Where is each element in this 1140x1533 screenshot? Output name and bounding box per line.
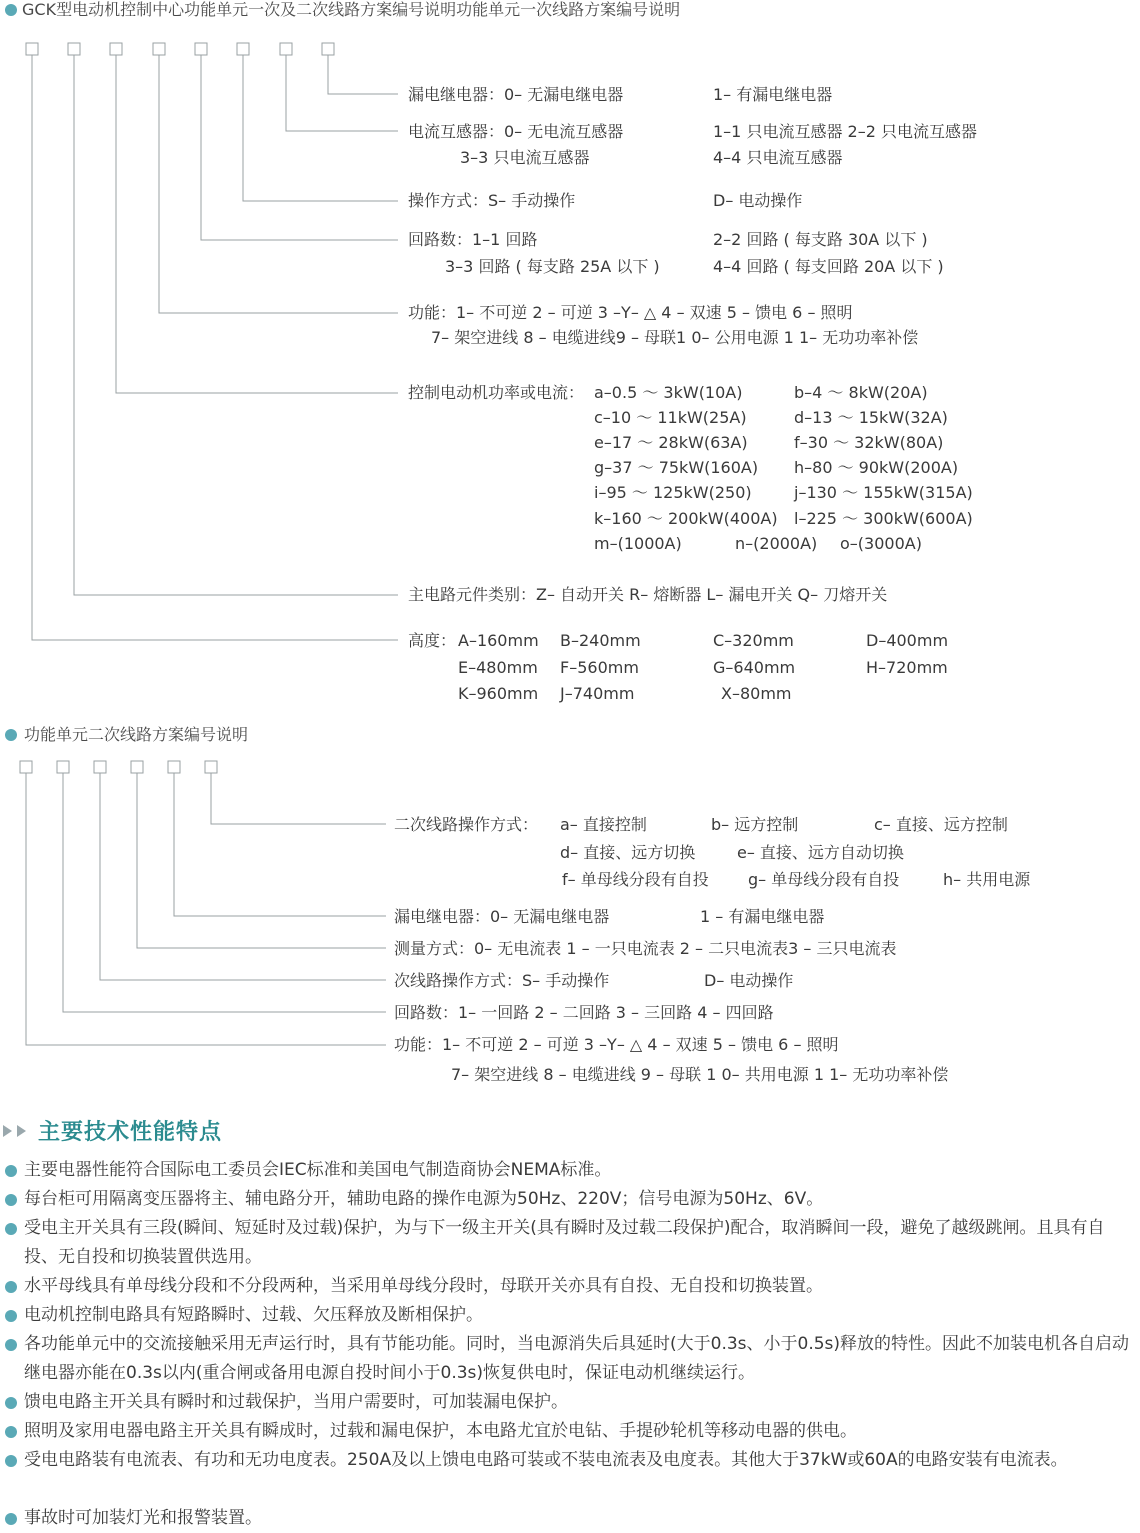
power-item: j–130 ～ 155kW(315A): [794, 483, 973, 502]
list-bullet: [5, 1513, 17, 1525]
main-circuit-line: 主电路元件类别：Z– 自动开关 R– 熔断器 L– 漏电开关 Q– 刀熔开关: [408, 585, 888, 604]
sec2-sub-op-label: 次线路操作方式：S– 手动操作: [394, 971, 610, 990]
power-item: c–10 ～ 11kW(25A): [594, 408, 747, 427]
function-line-2: 7– 架空进线 8 – 电缆进线9 – 母联1 0– 公用电源 1 1– 无功功率补偿: [431, 328, 919, 347]
code-box-3: [110, 43, 122, 55]
power-item: g–37 ～ 75kW(160A): [594, 458, 759, 477]
power-item: e–17 ～ 28kW(63A): [594, 433, 748, 452]
leak-relay-opt: 1– 有漏电继电器: [713, 85, 833, 104]
power-item: f–30 ～ 32kW(80A): [794, 433, 944, 452]
height-item: C–320mm: [713, 631, 794, 650]
height-item: F–560mm: [560, 658, 639, 677]
power-item: m–(1000A): [594, 534, 682, 553]
power-item: o–(3000A): [840, 534, 922, 553]
list-bullet: [5, 1426, 17, 1438]
code2-box-2: [57, 761, 69, 773]
code-box-7: [280, 43, 292, 55]
height-item: B–240mm: [560, 631, 641, 650]
sec2-op-label: 二次线路操作方式：: [394, 815, 539, 834]
power-item: k–160 ～ 200kW(400A): [594, 509, 778, 528]
list-bullet: [5, 1397, 17, 1409]
code2-box-4: [131, 761, 143, 773]
list-item: 馈电电路主开关具有瞬时和过载保护，当用户需要时，可加装漏电保护。: [24, 1392, 568, 1412]
sec2-op-item: g– 单母线分段有自投: [748, 870, 900, 889]
height-item: J–740mm: [560, 684, 635, 703]
list-item: 主要电器性能符合国际电工委员会IEC标准和美国电气制造商协会NEMA标准。: [24, 1160, 612, 1180]
power-item: b–4 ～ 8kW(20A): [794, 383, 928, 402]
circuits-opt-3: 3–3 回路 ( 每支路 25A 以下 ): [445, 257, 660, 276]
sec2-function-2: 7– 架空进线 8 – 电缆进线 9 – 母联 1 0– 共用电源 1 1– 无功功率补偿: [451, 1065, 949, 1084]
sec2-circuits: 回路数：1– 一回路 2 – 二回路 3 – 三回路 4 – 四回路: [394, 1003, 774, 1022]
list-item: 各功能单元中的交流接触采用无声运行时，具有节能功能。同时，当电源消失后具延时(大于0.3s、小于0.5s)释放的特性。因此不加装电机各自启动继电器亦能在0.3s以内(重合闸或备用电源自投时间小于0.3s)恢复供电时，保证电动机继续运行。: [24, 1334, 1130, 1383]
sec2-measure: 测量方式：0– 无电流表 1 – 一只电流表 2 – 二只电流表3 – 三只电流表: [394, 939, 897, 958]
circuits-opt-2: 2–2 回路 ( 每支路 30A 以下 ): [713, 230, 928, 249]
op-mode-opt: D– 电动操作: [713, 191, 803, 210]
code-box-6: [237, 43, 249, 55]
ct-opt-3: 3–3 只电流互感器: [460, 148, 590, 167]
section3-heading: 主要技术性能特点: [38, 1120, 223, 1145]
leak-relay-label: 漏电继电器：0– 无漏电继电器: [408, 85, 624, 104]
list-bullet: [5, 1310, 17, 1322]
double-arrow-icon: [17, 1125, 26, 1137]
sec2-op-item: c– 直接、远方控制: [874, 815, 1008, 834]
circuits-label: 回路数：1–1 回路: [408, 230, 538, 249]
height-item: G–640mm: [713, 658, 796, 677]
circuits-opt-4: 4–4 回路 ( 每支回路 20A 以下 ): [713, 257, 944, 276]
ct-label: 电流互感器：0– 无电流互感器: [408, 122, 624, 141]
list-item: 每台柜可用隔离变压器将主、辅电路分开，辅助电路的操作电源为50Hz、220V；信号电源为50Hz、6V。: [24, 1189, 824, 1209]
code2-box-6: [205, 761, 217, 773]
sec2-leak-label: 漏电继电器：0– 无漏电继电器: [394, 907, 610, 926]
list-bullet: [5, 1194, 17, 1206]
code-box-1: [26, 43, 38, 55]
list-item: 照明及家用电器电路主开关具有瞬成时，过载和漏电保护，本电路尤宜於电钻、手提砂轮机等移动电器的供电。: [24, 1421, 857, 1441]
sec2-function-1: 功能：1– 不可逆 2 – 可逆 3 –Y– △ 4 – 双速 5 – 馈电 6 – 照明: [394, 1035, 839, 1054]
power-item: h–80 ～ 90kW(200A): [794, 458, 959, 477]
section1-bullet: [5, 4, 17, 16]
sec2-op-item: b– 远方控制: [711, 815, 799, 834]
section2-title: 功能单元二次线路方案编号说明: [24, 725, 249, 744]
height-item: D–400mm: [866, 631, 949, 650]
sec2-op-item: e– 直接、远方自动切换: [737, 843, 904, 862]
list-item: 电动机控制电路具有短路瞬时、过载、欠压释放及断相保护。: [24, 1305, 483, 1325]
sec2-op-item: d– 直接、远方切换: [560, 843, 696, 862]
list-bullet: [5, 1339, 17, 1351]
sec2-op-item: h– 共用电源: [943, 870, 1031, 889]
power-item: l–225 ～ 300kW(600A): [794, 509, 973, 528]
height-item: H–720mm: [866, 658, 948, 677]
list-bullet: [5, 1165, 17, 1177]
height-label: 高度：: [408, 631, 457, 650]
power-item: i–95 ～ 125kW(250): [594, 483, 752, 502]
code-box-5: [195, 43, 207, 55]
sec2-leak-opt: 1 – 有漏电继电器: [700, 907, 825, 926]
code-box-2: [68, 43, 80, 55]
list-bullet: [5, 1455, 17, 1467]
code2-box-1: [20, 761, 32, 773]
height-item: K–960mm: [458, 684, 539, 703]
power-item: n–(2000A): [735, 534, 818, 553]
list-item: 事故时可加装灯光和报警装置。: [24, 1508, 262, 1528]
list-bullet: [5, 1281, 17, 1293]
function-line-1: 功能：1– 不可逆 2 – 可逆 3 –Y– △ 4 – 双速 5 – 馈电 6 – 照明: [408, 303, 853, 322]
power-label: 控制电动机功率或电流：: [408, 383, 585, 402]
section1-title: GCK型电动机控制中心功能单元一次及二次线路方案编号说明功能单元一次线路方案编号说明: [22, 0, 681, 19]
list-item: 受电电路装有电流表、有功和无功电度表。250A及以上馈电电路可装或不装电流表及电度表。其他大于37kW或60A的电路安装有电流表。: [24, 1450, 1068, 1470]
list-bullet: [5, 1223, 17, 1235]
power-item: d–13 ～ 15kW(32A): [794, 408, 948, 427]
sec2-sub-op-opt: D– 电动操作: [704, 971, 794, 990]
ct-opt-4: 4–4 只电流互感器: [713, 148, 843, 167]
sec2-op-item: a– 直接控制: [560, 815, 647, 834]
sec2-op-item: f– 单母线分段有自投: [562, 870, 709, 889]
double-arrow-icon: [3, 1125, 12, 1137]
code2-box-3: [94, 761, 106, 773]
power-item: a–0.5 ～ 3kW(10A): [594, 383, 743, 402]
list-item: 水平母线具有单母线分段和不分段两种，当采用单母线分段时，母联开关亦具有自投、无自投和切换装置。: [24, 1276, 823, 1296]
code-box-8: [322, 43, 334, 55]
code2-box-5: [168, 761, 180, 773]
height-item: A–160mm: [458, 631, 539, 650]
height-item: X–80mm: [721, 684, 792, 703]
ct-opt-1: 1–1 只电流互感器 2–2 只电流互感器: [713, 122, 977, 141]
op-mode-label: 操作方式：S– 手动操作: [408, 191, 576, 210]
list-item: 受电主开关具有三段(瞬间、短延时及过载)保护，为与下一级主开关(具有瞬时及过载二段保护)配合，取消瞬间一段，避免了越级跳闸。且具有自投、无自投和切换装置供选用。: [24, 1218, 1105, 1267]
height-item: E–480mm: [458, 658, 538, 677]
code-box-4: [153, 43, 165, 55]
section2-bullet: [5, 729, 17, 741]
